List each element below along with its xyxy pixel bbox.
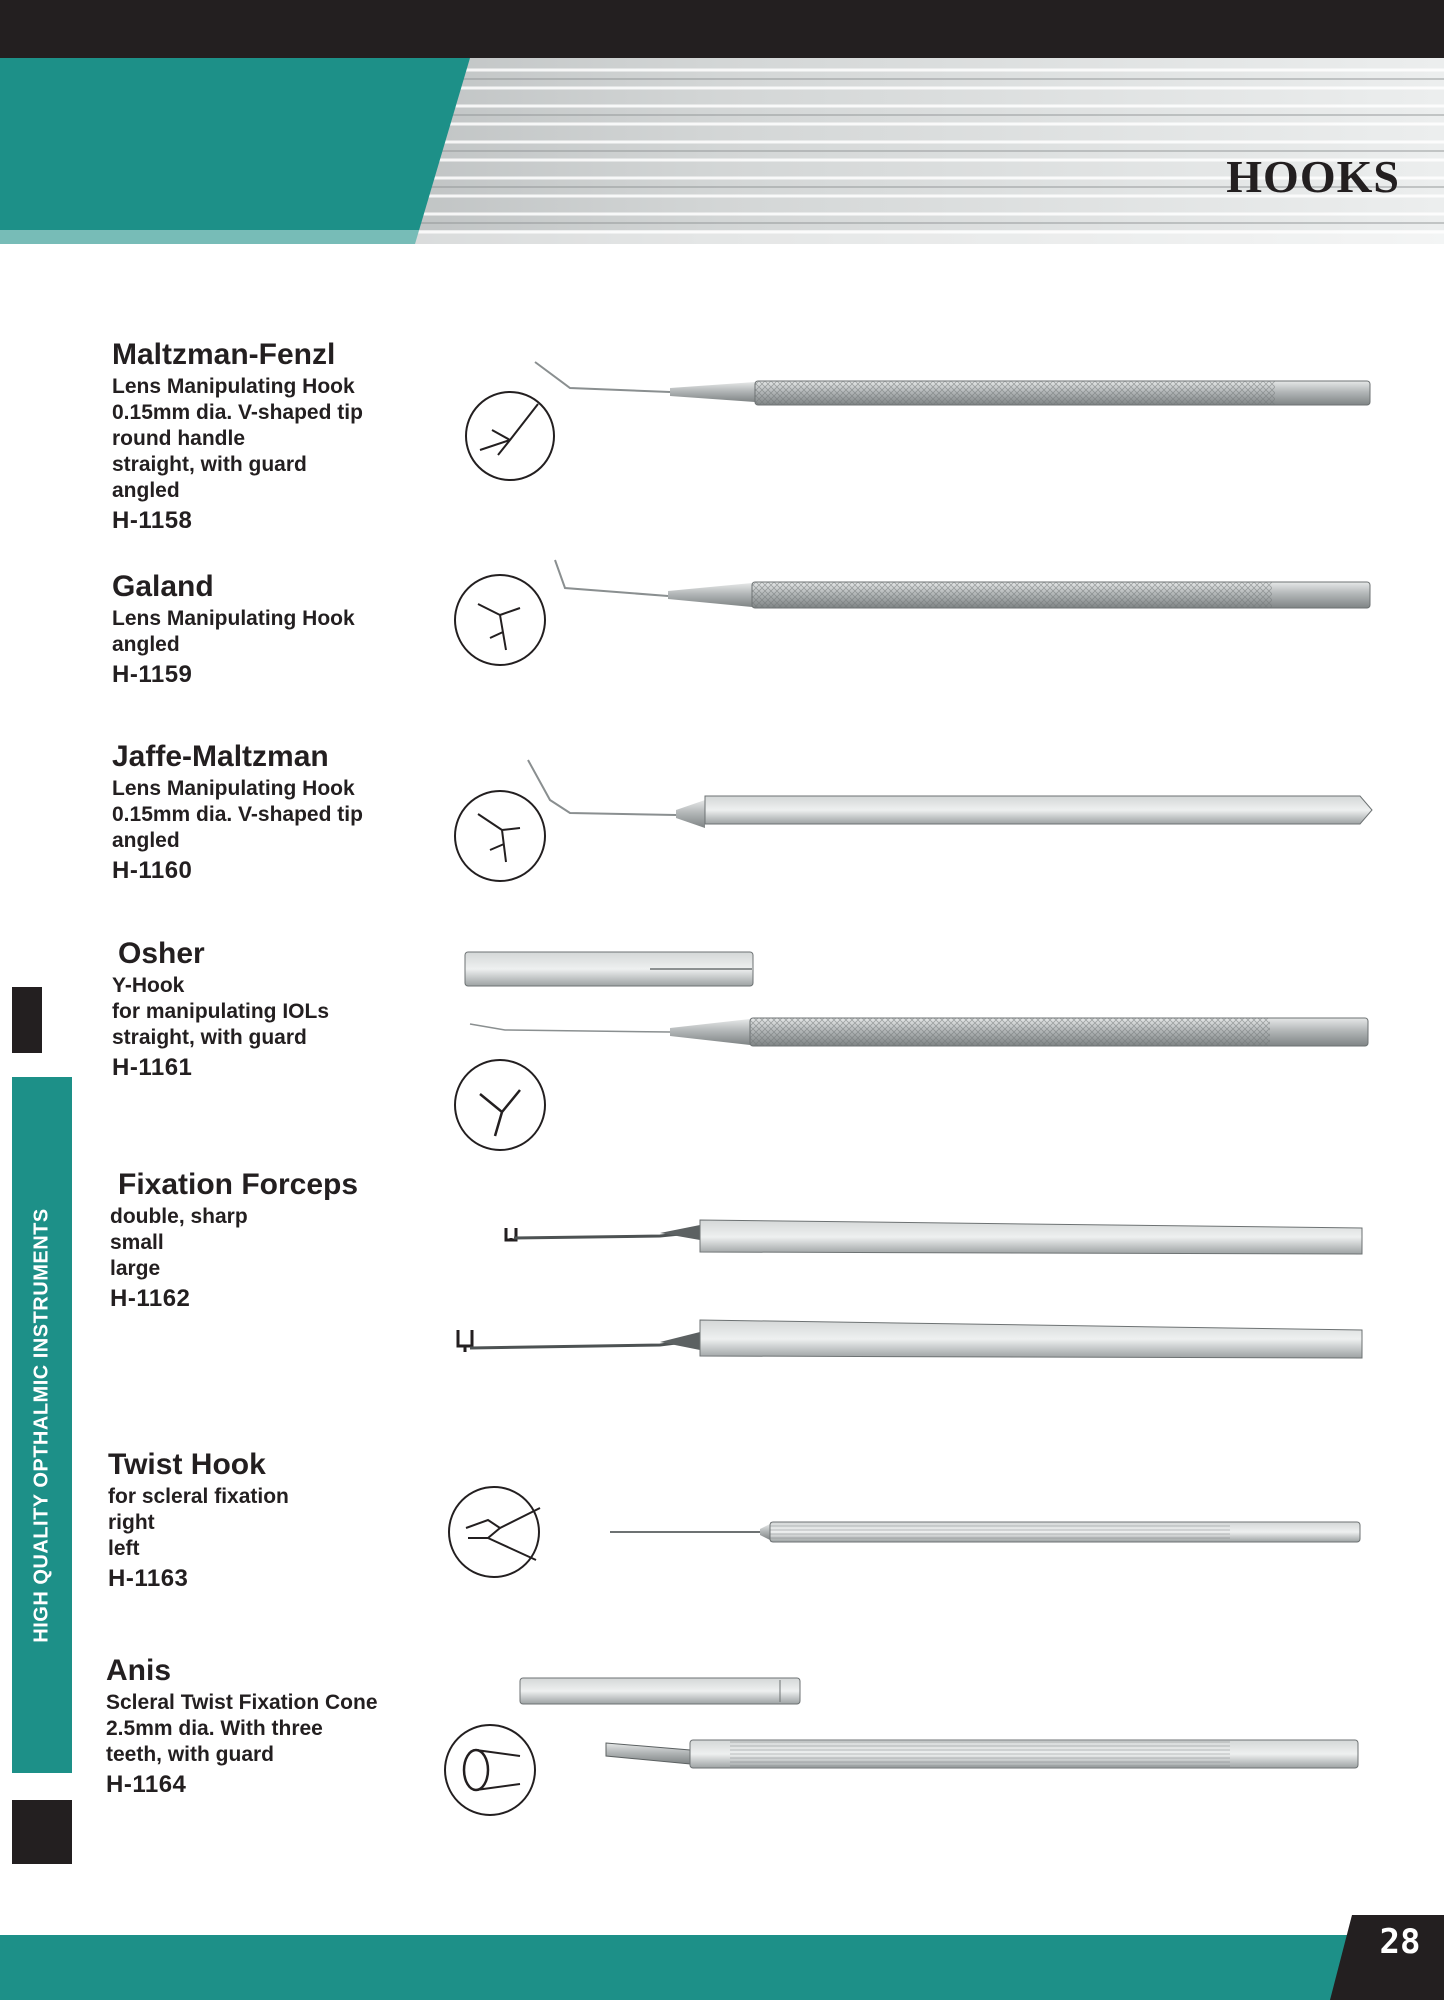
product-desc-line: Y-Hook [112, 974, 185, 997]
product-desc-line: right [108, 1511, 155, 1534]
product-desc-line: for manipulating IOLs [112, 1000, 330, 1023]
product-desc-line: 0.15mm dia. V-shaped tip [112, 401, 363, 424]
instrument-h-1164 [445, 1678, 1358, 1815]
product-name: Galand [112, 570, 214, 603]
product-name: Fixation Forceps [118, 1168, 359, 1201]
product-desc-line: left [108, 1537, 140, 1560]
product-desc-line: for scleral fixation [108, 1485, 289, 1508]
product-desc-line: Lens Manipulating Hook [112, 607, 355, 630]
product-name: Maltzman-Fenzl [112, 338, 336, 371]
product-desc-line: Scleral Twist Fixation Cone [106, 1691, 378, 1714]
product-code: H-1158 [112, 507, 193, 534]
product-desc-line: straight, with guard [112, 1026, 307, 1049]
product-desc-line: round handle [112, 427, 245, 450]
product-name: Anis [106, 1654, 172, 1687]
product-desc-line: Lens Manipulating Hook [112, 777, 355, 800]
section-title: HOOKS [1226, 151, 1400, 202]
page-number: 28 [1379, 1922, 1421, 1962]
product-desc-line: double, sharp [110, 1205, 248, 1228]
instrument-h-1161 [455, 952, 1368, 1150]
side-label: HIGH QUALITY OPTHALMIC INSTRUMENTS [30, 1207, 53, 1643]
product-code: H-1161 [112, 1054, 193, 1081]
product-code: H-1164 [106, 1771, 187, 1798]
product-desc-line: angled [112, 633, 180, 656]
instrument-h-1163 [449, 1487, 1360, 1577]
instrument-h-1162-large [458, 1320, 1362, 1358]
product-desc-line: large [110, 1257, 161, 1280]
product-desc-line: straight, with guard [112, 453, 307, 476]
footer-band [0, 1935, 1444, 2000]
product-code: H-1160 [112, 857, 193, 884]
instrument-h-1162-small [506, 1220, 1362, 1254]
product-desc-line: small [110, 1231, 164, 1254]
product-desc-line: 0.15mm dia. V-shaped tip [112, 803, 363, 826]
product-name: Osher [118, 937, 205, 970]
product-desc-line: Lens Manipulating Hook [112, 375, 355, 398]
product-name: Twist Hook [108, 1448, 266, 1481]
product-code: H-1159 [112, 661, 193, 688]
product-desc-line: angled [112, 479, 180, 502]
instrument-h-1158 [466, 362, 1370, 480]
product-desc-line: 2.5mm dia. With three [106, 1717, 323, 1740]
product-desc-line: angled [112, 829, 180, 852]
product-name: Jaffe-Maltzman [112, 740, 329, 773]
product-desc-line: teeth, with guard [106, 1743, 274, 1766]
instrument-h-1159 [455, 560, 1370, 665]
product-code: H-1163 [108, 1565, 189, 1592]
product-code: H-1162 [110, 1285, 191, 1312]
instrument-h-1160 [455, 760, 1372, 881]
